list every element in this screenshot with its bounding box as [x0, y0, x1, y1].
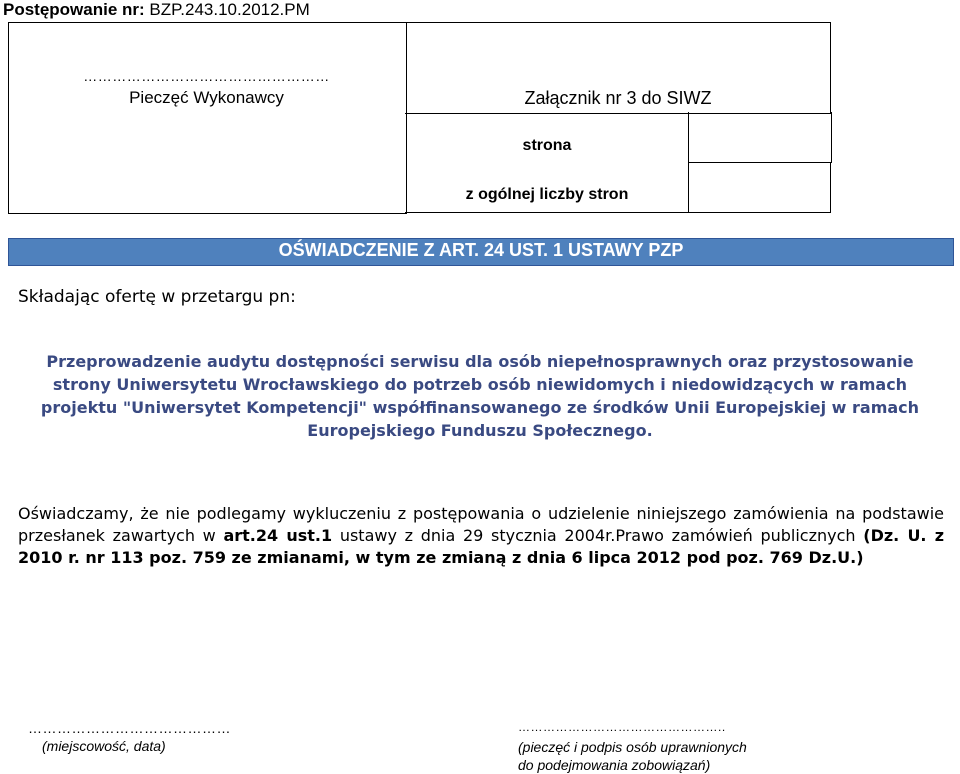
proceeding-label: Postępowanie nr: [3, 0, 145, 19]
contractor-stamp-label: Pieczęć Wykonawcy [129, 88, 284, 107]
signature-label-line-1: (pieczęć i podpis osób uprawnionych [518, 739, 747, 755]
proceeding-number-line [3, 0, 310, 20]
statement-title: OŚWIADCZENIE Z ART. 24 UST. 1 USTAWY PZP [278, 240, 684, 260]
statement-part-1: Oświadczamy, że nie podlegamy wykluczeniu z postępowania o udzielenie niniejszego zamówienia na podstawie przesłanek zawartych w [18, 504, 944, 545]
signature-dots: ………………………………………….. [518, 720, 726, 734]
statement-paragraph [18, 503, 944, 569]
total-pages-label: z ogólnej liczby stron [465, 186, 629, 203]
contractor-stamp-box [8, 22, 407, 214]
statement-article-ref: art.24 ust.1 [223, 526, 333, 545]
place-date-label: (miejscowość, data) [42, 738, 166, 754]
place-date-dots: …………………………………… [28, 720, 231, 736]
signature-label [518, 738, 747, 774]
signature-label-line-2: do podejmowania zobowiązań) [518, 757, 711, 773]
tender-subject: Przeprowadzenie audytu dostępności serwisu dla osób niepełnosprawnych oraz przystosowanie strony Uniwersytetu Wrocławskiego do potrzeb osób niewidomych i niedowidzących w ramach projektu "Uniwersytet Kompetencji" współfinansowanego ze środków Unii Europejskiej w ramach Europejskiego Funduszu Społecznego. [40, 352, 920, 440]
statement-journal-ref: (Dz. U. z 2010 r. nr 113 poz. 759 ze zmianami, w tym ze zmianą z dnia 6 lipca 2012 pod poz. 769 Dz.U.) [18, 526, 945, 567]
total-pages-field[interactable] [688, 162, 831, 213]
statement-part-3: ustawy z dnia 29 stycznia 2004r.Prawo zamówień publicznych [332, 526, 864, 545]
proceeding-number: BZP.243.10.2012.PM [149, 0, 310, 19]
stamp-dots: …………………………………………… [83, 68, 330, 84]
page-number-field[interactable] [688, 112, 832, 163]
offer-label: Składając ofertę w przetargu pn: [18, 287, 296, 307]
page-label: strona [522, 137, 572, 154]
attachment-label: Załącznik nr 3 do SIWZ [524, 88, 712, 108]
